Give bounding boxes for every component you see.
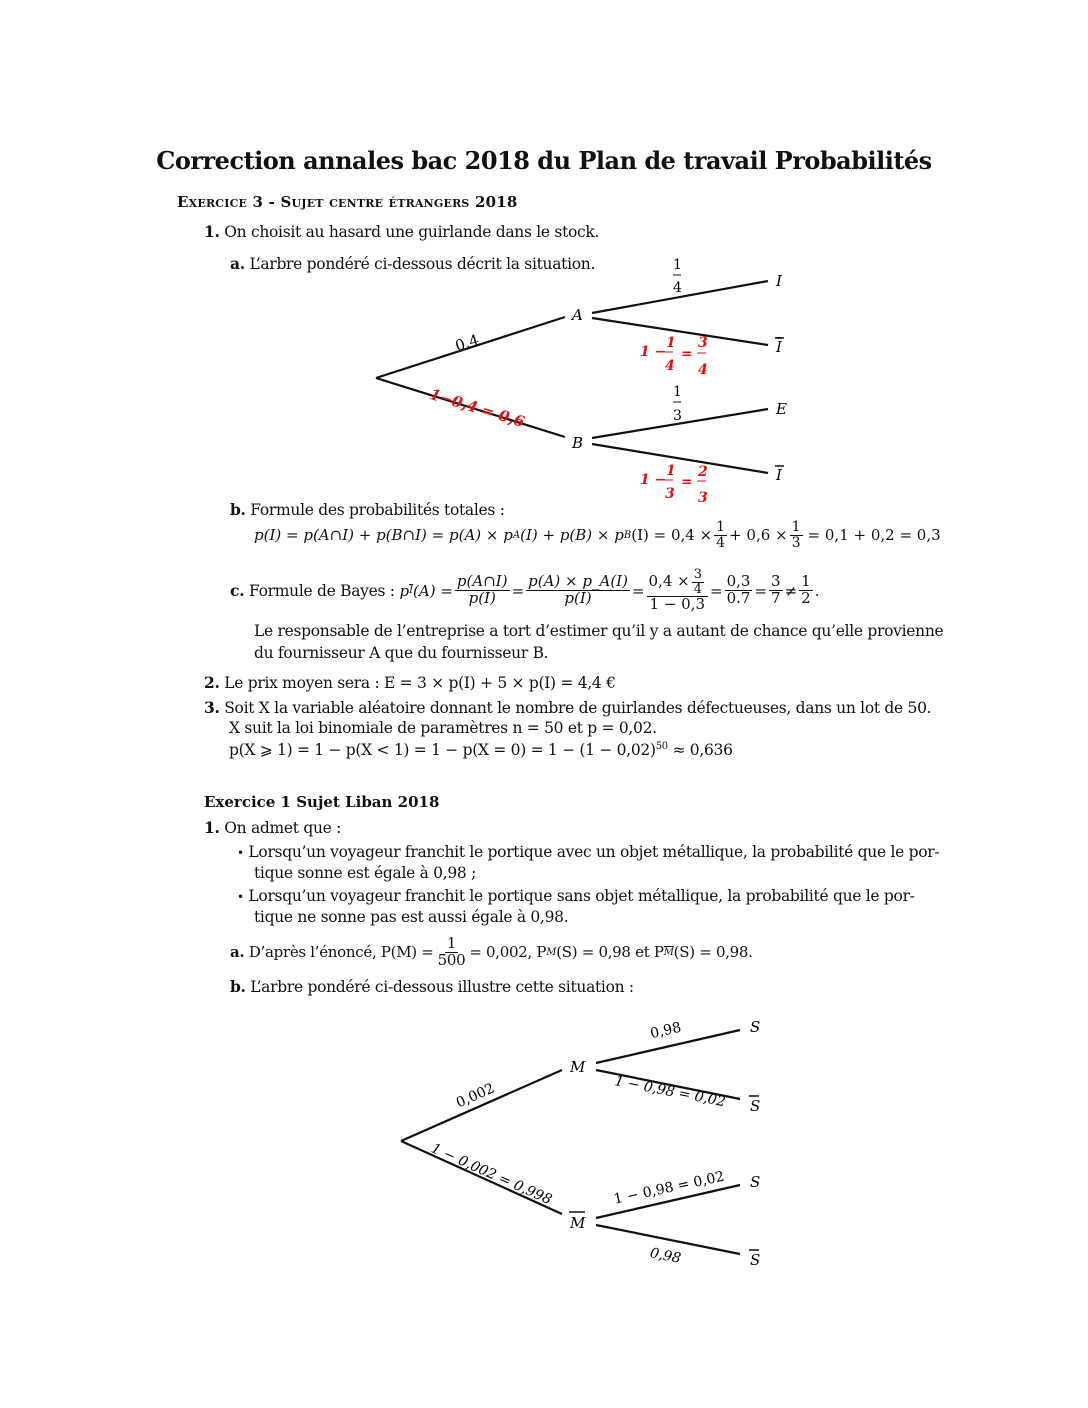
ex3-q1-number: 1. xyxy=(204,222,220,241)
ex3-q1b-text: Formule des probabilités totales : xyxy=(250,501,505,519)
leaf-I: I xyxy=(776,272,782,290)
ex1-q1a-letter: a. xyxy=(230,943,245,962)
ex1-q1 xyxy=(204,818,341,837)
formula-part: D’après l’énoncé, P(M) = xyxy=(248,943,434,962)
ex3-q1a-text: L’arbre pondéré ci-dessous décrit la situation. xyxy=(249,255,596,273)
label-A-notI xyxy=(640,335,708,378)
ex1-q1b-text: L’arbre pondéré ci-dessous illustre cette situation : xyxy=(250,978,634,996)
formula-sub: $\overline{I}$ xyxy=(409,585,414,597)
label-M-S: 0,98 xyxy=(648,1019,683,1043)
leaf-S-1: S xyxy=(750,1018,761,1036)
ex3-q1b xyxy=(230,500,505,519)
ex1-q1a xyxy=(230,936,753,969)
formula-part: p(I) = p(A∩I) + p(B∩I) = p(A) × p xyxy=(254,526,513,545)
label-root-notM: 1 − 0,002 = 0,998 xyxy=(428,1140,555,1209)
node-B: B xyxy=(572,434,584,452)
page-title: Correction annales bac 2018 du Plan de travail Probabilités xyxy=(156,146,932,175)
ex1-q1b-letter: b. xyxy=(230,977,246,996)
ex3-q1c-letter: c. xyxy=(230,581,245,601)
label-B-notI-eq: = xyxy=(681,474,693,490)
label-A-I-den: 4 xyxy=(673,280,682,296)
leaf-not-I-2: I xyxy=(776,466,782,484)
ex3-q1c-conclusion-1: Le responsable de l’entreprise a tort d’estimer qu’il y a autant de chance qu’elle provienne xyxy=(254,622,944,640)
exercise-1-heading: Exercice 1 Sujet Liban 2018 xyxy=(204,793,440,811)
bullet-line: Lorsqu’un voyageur franchit le portique avec un objet métallique, la probabilité que le por- xyxy=(248,843,940,861)
formula-part: = 0,002, P xyxy=(469,943,547,962)
ex3-q3-line3 xyxy=(229,741,733,759)
formula-part: = 0,1 + 0,2 = 0,3 xyxy=(807,526,941,545)
label-A-notI-eq: = xyxy=(681,346,693,362)
probability-tree-2 xyxy=(0,1000,1088,1280)
fraction-num: 0,3 xyxy=(726,572,751,591)
fraction xyxy=(692,568,704,596)
formula-part: (S) = 0,98 et P xyxy=(556,943,664,962)
label-A-notI-prefix: 1 − xyxy=(640,344,667,360)
exponent: 50 xyxy=(655,741,668,752)
bullet-icon: • xyxy=(237,846,244,860)
formula-sub: M xyxy=(546,946,557,958)
node-M: M xyxy=(570,1058,586,1076)
branch-B-notI xyxy=(592,444,768,473)
fraction-num: 1 xyxy=(791,519,801,535)
probability-tree-1 xyxy=(0,0,1088,520)
fraction xyxy=(647,568,708,613)
fraction-num: p(A) × p_A(I) xyxy=(528,572,628,591)
label-root-M: 0,002 xyxy=(453,1080,498,1112)
ex3-q2 xyxy=(204,673,616,692)
label-B-notI-den: 3 xyxy=(665,486,675,502)
fraction-den: p(I) xyxy=(564,589,592,608)
label-B-notI-rden: 3 xyxy=(698,490,708,506)
formula-sub: $\overline{M}$ xyxy=(663,946,674,958)
leaf-not-S-2: S xyxy=(750,1251,761,1269)
fraction xyxy=(526,574,630,607)
label-B-notI-num: 1 xyxy=(666,463,676,479)
label-root-A: 0,4 xyxy=(453,330,482,355)
fraction xyxy=(725,574,753,607)
fraction-num: 1 xyxy=(716,519,726,535)
formula-part: p xyxy=(399,581,410,600)
ex1-q1-text: On admet que : xyxy=(224,819,342,837)
fraction-den: 1 − 0,3 xyxy=(649,595,706,614)
ex1-q1-number: 1. xyxy=(204,818,220,837)
ex1-q1b xyxy=(230,977,634,996)
ex3-q2-text: Le prix moyen sera : E = 3 × p(I) + 5 × p(I) = 4,4 € xyxy=(224,674,616,692)
formula-part: p(X ⩾ 1) = 1 − p(X < 1) = 1 − p(X = 0) = 1 − (1 − 0,02) xyxy=(229,741,656,760)
fraction xyxy=(455,574,510,607)
fraction-num: 3 xyxy=(693,567,703,582)
total-probability-formula xyxy=(254,520,941,550)
leaf-not-S-1: S xyxy=(750,1097,761,1115)
ex3-q2-number: 2. xyxy=(204,673,220,692)
bullet-line: Lorsqu’un voyageur franchit le portique sans objet métallique, la probabilité que le por- xyxy=(248,887,915,905)
node-A: A xyxy=(572,306,583,324)
label-B-notI-rnum: 2 xyxy=(698,464,708,480)
formula-sub: B xyxy=(623,529,632,541)
formula-part: + 0,6 × xyxy=(729,526,788,545)
ex3-q3 xyxy=(204,698,931,717)
label-B-E-num: 1 xyxy=(673,384,682,400)
formula-part: (I) = 0,4 × xyxy=(631,526,713,545)
fraction-num xyxy=(647,568,708,597)
ex3-q1a-letter: a. xyxy=(230,254,245,273)
leaf-not-I-1: I xyxy=(776,338,782,356)
bayes-formula: c. Formule de Bayes : p $\overline{I}$ (A) = $\frac{p(A\cap I)}{p(I)}$ = $\frac{p(A) \times p\_A(I)}{p(I)}$ = 0,4 × $\frac{3}{4}$ 1 − 0,3 = $\frac{0,3}{0.7}$ = $\frac{3}{7}$ ≠ $\frac{1}{2}$ . xyxy=(230,567,820,614)
fraction-den: p(I) xyxy=(468,589,496,608)
fraction-den: 0.7 xyxy=(726,589,751,608)
label-A-notI-rnum: 3 xyxy=(698,335,708,351)
ex3-q1c-conclusion-2: du fournisseur A que du fournisseur B. xyxy=(254,644,549,662)
label-A-notI-rden: 4 xyxy=(698,362,708,378)
label-A-notI-den: 4 xyxy=(665,358,675,374)
formula-sub: A xyxy=(512,529,521,541)
ex3-q3-line2: X suit la loi binomiale de paramètres n = 50 et p = 0,02. xyxy=(229,719,657,737)
branch-root-M xyxy=(401,1070,562,1141)
bullet-icon: • xyxy=(237,890,244,904)
not-equal-sign: ≠ xyxy=(784,581,798,600)
ex3-q3-number: 3. xyxy=(204,698,220,717)
ex3-q1b-letter: b. xyxy=(230,500,246,519)
ex3-q1-text: On choisit au hasard une guirlande dans le stock. xyxy=(224,223,600,241)
label-A-notI-num: 1 xyxy=(666,335,676,351)
label-notM-notS: 0,98 xyxy=(648,1245,683,1267)
node-not-M: M xyxy=(570,1214,586,1232)
bullet-line: tique ne sonne pas est aussi égale à 0,98. xyxy=(254,908,569,926)
fraction-den: 2 xyxy=(801,589,811,608)
fraction xyxy=(799,574,813,607)
formula-part: (I) + p(B) × p xyxy=(520,526,624,545)
leaf-E: E xyxy=(776,400,787,418)
label-A-I-num: 1 xyxy=(673,257,682,273)
fraction-den: 500 xyxy=(437,950,466,969)
label-B-notI xyxy=(640,463,708,506)
exercise-3-heading: Exercice 3 - Sujet centre étrangers 2018 xyxy=(177,193,518,211)
bullet-item xyxy=(237,843,939,861)
leaf-S-2: S xyxy=(750,1173,761,1191)
fraction-num: p(A∩I) xyxy=(456,572,508,591)
label-B-notI-prefix: 1 − xyxy=(640,472,667,488)
branch-A-notI xyxy=(592,318,768,345)
formula-part: (A) = xyxy=(413,581,453,600)
label-B-E-den: 3 xyxy=(673,408,682,424)
label-notM-S: 1 − 0,98 = 0,02 xyxy=(612,1168,726,1208)
fraction xyxy=(769,574,783,607)
bullet-line: tique sonne est égale à 0,98 ; xyxy=(254,864,477,882)
fraction xyxy=(436,936,468,969)
label-root-B: 1−0,4 = 0,6 xyxy=(427,385,527,431)
fraction-den: 4 xyxy=(716,534,726,551)
formula-part: 0,4 × xyxy=(648,572,690,591)
fraction-num: 3 xyxy=(771,572,781,591)
fraction-den: 7 xyxy=(771,589,781,608)
fraction xyxy=(790,520,803,550)
ex3-q3-line1: Soit X la variable aléatoire donnant le nombre de guirlandes défectueuses, dans un lot de 50. xyxy=(224,699,932,717)
fraction-num: 1 xyxy=(801,572,811,591)
formula-part: ≈ 0,636 xyxy=(672,741,733,760)
ex3-q1c-text: Formule de Bayes : xyxy=(249,581,395,600)
formula-part: (S) = 0,98. xyxy=(673,943,753,962)
fraction-num: 1 xyxy=(446,934,457,952)
label-M-notS: 1 − 0,98 = 0,02 xyxy=(613,1073,727,1111)
bullet-item xyxy=(237,887,915,905)
fraction-den: 4 xyxy=(693,581,703,597)
fraction xyxy=(714,520,727,550)
fraction-den: 3 xyxy=(791,534,801,551)
